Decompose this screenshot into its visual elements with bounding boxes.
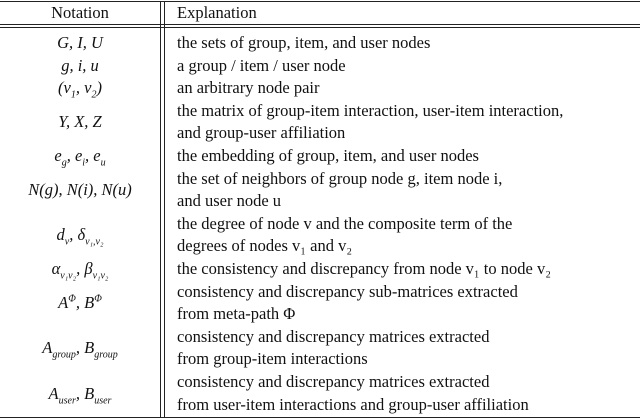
explanation-line: from user-item interactions and group-user affiliation	[177, 394, 529, 414]
notation-table-body	[0, 32, 640, 416]
subscript: v₁v₂	[92, 270, 109, 282]
explanation-line: the consistency and discrepancy from node v₁ to node v₂	[177, 258, 551, 278]
symbol-text: d	[56, 225, 65, 245]
subscript: i	[82, 157, 86, 169]
header-rule-2	[0, 27, 640, 28]
explanation-line: from group-item interactions	[177, 349, 368, 369]
explanation-line: and group-user affiliation	[177, 123, 346, 143]
header-rule	[0, 24, 640, 25]
notation-cell	[0, 32, 160, 55]
notation-cell	[0, 326, 160, 371]
subscript: g	[61, 157, 67, 169]
table-row	[0, 326, 640, 371]
bottom-rule	[0, 417, 640, 418]
explanation-line: an arbitrary node pair	[177, 78, 320, 98]
superscript: Φ	[68, 293, 76, 305]
explanation-cell	[160, 326, 489, 371]
notation-cell	[0, 77, 160, 100]
notation-cell	[0, 258, 160, 281]
table-row	[0, 145, 640, 168]
explanation-line: from meta-path Φ	[177, 304, 296, 324]
subscript: group	[52, 349, 76, 361]
subscript: v	[64, 236, 70, 248]
superscript: Φ	[94, 293, 102, 305]
symbol-text: α	[51, 259, 61, 279]
table-row	[0, 281, 640, 326]
notation-symbol	[42, 338, 118, 361]
explanation-line: and user node u	[177, 191, 282, 211]
symbol-text: A	[42, 338, 53, 358]
explanation-cell	[160, 100, 563, 145]
notation-symbol	[58, 293, 102, 313]
symbol-text: G, I, U	[57, 33, 103, 53]
subscript: v₁,v₂	[85, 236, 104, 248]
header-explanation: Explanation	[177, 3, 257, 22]
symbol-text: Y, X, Z	[58, 112, 102, 132]
explanation-cell	[160, 55, 346, 78]
symbol-text: e	[54, 146, 62, 166]
explanation-cell	[160, 32, 430, 55]
explanation-cell	[160, 168, 502, 213]
symbol-text: , β	[76, 259, 93, 279]
subscript: user	[58, 394, 76, 406]
notation-cell	[0, 168, 160, 213]
subscript: user	[94, 394, 112, 406]
explanation-line: degrees of nodes v₁ and v₂	[177, 236, 353, 256]
notation-cell	[0, 213, 160, 258]
table-row	[0, 100, 640, 145]
explanation-line: the set of neighbors of group node g, item node i,	[177, 168, 503, 188]
table-row	[0, 371, 640, 416]
subscript: v₁v₂	[60, 270, 77, 282]
table-row	[0, 213, 640, 258]
symbol-text: g, i, u	[61, 55, 99, 75]
notation-cell	[0, 371, 160, 416]
explanation-line: the embedding of group, item, and user nodes	[177, 145, 479, 165]
notation-cell	[0, 145, 160, 168]
explanation-cell	[160, 213, 512, 258]
explanation-line: consistency and discrepancy sub-matrices extracted	[177, 281, 518, 301]
explanation-cell	[160, 258, 551, 281]
table-row	[0, 55, 640, 78]
subscript: u	[100, 157, 106, 169]
notation-symbol	[28, 180, 132, 200]
symbol-text: , δ	[69, 225, 86, 245]
explanation-line: the matrix of group-item interaction, user-item interaction,	[177, 100, 564, 120]
notation-symbol	[56, 225, 104, 248]
symbol-text: , e	[66, 146, 83, 166]
header-notation: Notation	[51, 3, 109, 22]
explanation-line: consistency and discrepancy matrices extracted	[177, 326, 490, 346]
table-row	[0, 77, 640, 100]
explanation-line: a group / item / user node	[177, 55, 346, 75]
notation-symbol	[58, 78, 102, 101]
symbol-text: (v	[58, 78, 71, 98]
symbol-text: , e	[85, 146, 101, 166]
table-row	[0, 168, 640, 213]
explanation-cell	[160, 281, 518, 326]
explanation-cell	[160, 371, 529, 416]
notation-symbol	[57, 33, 103, 53]
symbol-text: A	[48, 383, 59, 403]
subscript: 2	[91, 89, 97, 101]
notation-cell	[0, 100, 160, 145]
notation-symbol	[58, 112, 101, 132]
symbol-text: , B	[75, 383, 95, 403]
symbol-text: A	[58, 293, 69, 313]
notation-cell	[0, 281, 160, 326]
subscript: group	[94, 349, 118, 361]
symbol-text: , v	[75, 78, 92, 98]
notation-symbol	[54, 146, 106, 169]
subscript: 1	[70, 89, 76, 101]
symbol-text: , B	[75, 293, 95, 313]
symbol-text: , B	[75, 338, 95, 358]
notation-symbol	[49, 384, 112, 404]
explanation-cell	[160, 145, 479, 168]
symbol-text: )	[96, 78, 102, 98]
explanation-line: consistency and discrepancy matrices extracted	[177, 371, 490, 391]
explanation-line: the sets of group, item, and user nodes	[177, 33, 431, 52]
symbol-text: N(g), N(i), N(u)	[28, 180, 132, 200]
table-row	[0, 32, 640, 55]
explanation-line: the degree of node v and the composite term of the	[177, 213, 513, 233]
notation-cell	[0, 55, 160, 78]
notation-symbol	[61, 56, 99, 76]
table-row	[0, 258, 640, 281]
notation-symbol	[51, 259, 109, 282]
explanation-cell	[160, 77, 319, 100]
